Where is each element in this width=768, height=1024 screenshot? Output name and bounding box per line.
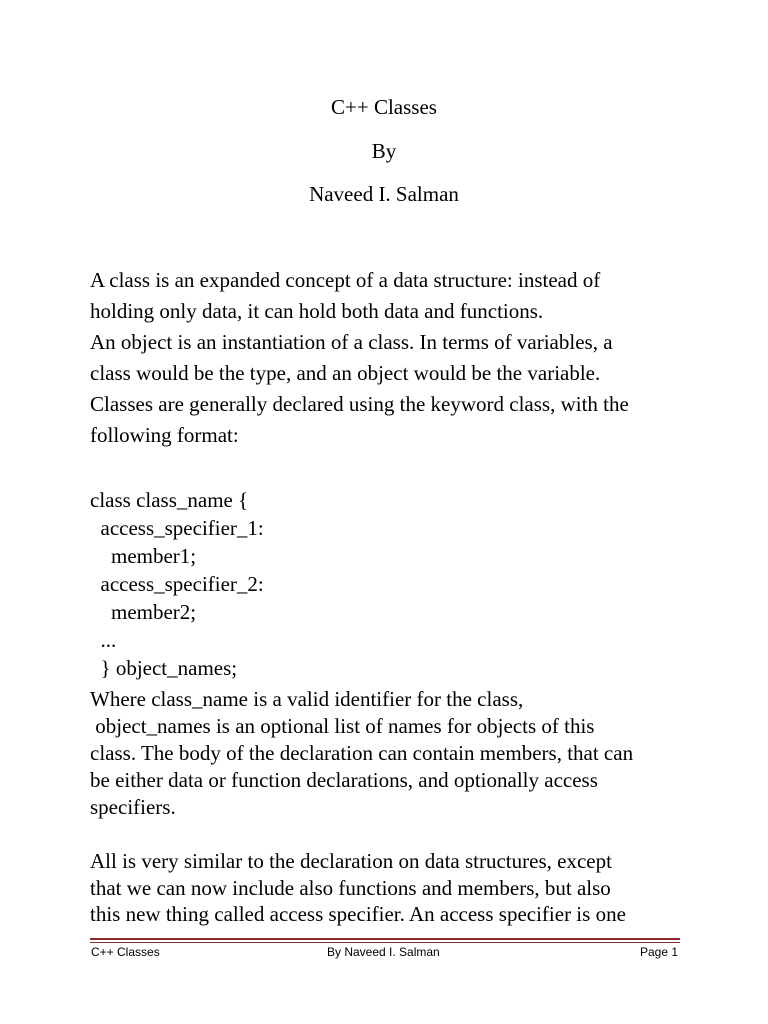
intro-paragraph bbox=[90, 265, 690, 451]
author-name: Naveed I. Salman bbox=[309, 182, 459, 206]
similar-line: All is very similar to the declaration on data structures, except bbox=[90, 849, 612, 873]
footer-author: By Naveed I. Salman bbox=[327, 945, 440, 959]
footer-rule-thick bbox=[90, 938, 680, 940]
code-example bbox=[90, 486, 690, 682]
similar-line: that we can now include also functions and members, but also bbox=[90, 875, 611, 900]
intro-line: A class is an expanded concept of a data structure: instead of bbox=[90, 268, 601, 292]
code-line: class class_name { bbox=[90, 488, 249, 512]
footer-rule-thin bbox=[90, 942, 680, 943]
code-line: ... bbox=[90, 628, 117, 652]
intro-line: following format: bbox=[90, 423, 239, 447]
where-line: specifiers. bbox=[90, 795, 176, 819]
where-paragraph bbox=[90, 686, 690, 821]
footer-title: C++ Classes bbox=[91, 945, 160, 959]
code-line: access_specifier_1: bbox=[90, 516, 264, 540]
intro-line: Classes are generally declared using the keyword class, with the bbox=[90, 392, 629, 416]
where-line: Where class_name is a valid identifier for the class, bbox=[90, 687, 524, 711]
where-line: object_names is an optional list of names for objects of this bbox=[90, 714, 595, 738]
code-line: member2; bbox=[90, 600, 197, 624]
where-line: be either data or function declarations, and optionally access bbox=[90, 768, 598, 792]
intro-line: class would be the type, and an object would be the variable. bbox=[90, 361, 601, 385]
byline-by: By bbox=[371, 139, 397, 163]
footer-page-number: Page 1 bbox=[640, 945, 679, 959]
document-title: C++ Classes bbox=[331, 95, 437, 119]
similar-paragraph bbox=[90, 848, 690, 928]
similar-line: this new thing called access specifier. An access specifier is one bbox=[90, 902, 626, 926]
intro-line: holding only data, it can hold both data and functions. bbox=[90, 299, 544, 323]
where-line: class. The body of the declaration can contain members, that can bbox=[90, 741, 634, 765]
code-line: member1; bbox=[90, 544, 197, 568]
code-line: access_specifier_2: bbox=[90, 572, 264, 596]
intro-line: An object is an instantiation of a class. In terms of variables, a bbox=[90, 330, 613, 354]
code-line: } object_names; bbox=[90, 656, 238, 680]
